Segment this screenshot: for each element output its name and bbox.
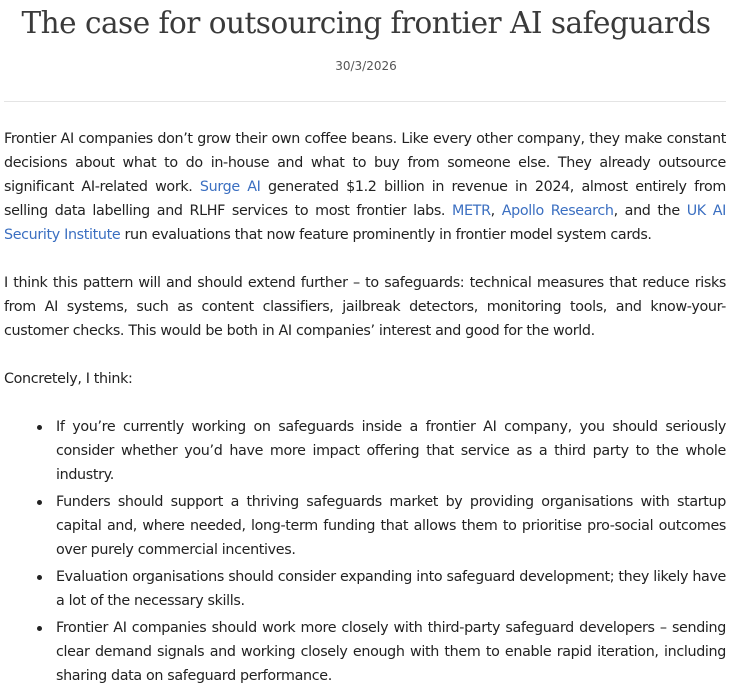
link-surge-ai[interactable]: Surge AI	[199, 179, 261, 195]
list-item	[56, 490, 726, 562]
list-item-text: Evaluation organisations should consider expanding into safeguard development; they likely have a lot of the necessary skills.	[56, 569, 726, 609]
bullet-icon	[37, 626, 42, 631]
paragraph-text: , and the	[613, 203, 687, 219]
link-uk-ai-security-institute[interactable]: UK AI Security Institute	[4, 203, 727, 243]
paragraph-safeguards-thesis: I think this pattern will and should extend further – to safeguards: technical measures that reduce risks from AI systems, such as content classifiers, jailbreak detectors, monitoring tools, and know-your-customer checks. This would be both in AI companies’ interest and good for the world.	[4, 275, 726, 339]
list-item-text: Frontier AI companies should work more closely with third-party safeguard developers – sending clear demand signals and working closely enough with them to enable rapid iteration, including sharing data on safeguard performance.	[56, 620, 726, 684]
page-title: The case for outsourcing frontier AI safeguards	[21, 6, 711, 40]
bullet-icon	[37, 575, 42, 580]
recommendations-list	[4, 415, 726, 688]
list-item-text: If you’re currently working on safeguards inside a frontier AI company, you should seriously consider whether you’d have more impact offering that service as a third party to the whole industry.	[56, 419, 726, 483]
bullet-icon	[37, 500, 42, 505]
paragraph-text: generated $1.2 billion in revenue in 2024, almost entirely from selling data labelling and RLHF services to most frontier labs.	[4, 179, 726, 219]
paragraph-text: Frontier AI companies don’t grow their own coffee beans. Like every other company, they make constant decisions about what to do in-house and what to buy from someone else. They already outsource significant AI-related work.	[4, 131, 726, 195]
article-body	[4, 127, 726, 691]
link-apollo-research[interactable]: Apollo Research	[501, 203, 614, 219]
header-divider	[4, 101, 726, 102]
list-item	[56, 415, 726, 487]
list-item-text: Funders should support a thriving safeguards market by providing organisations with startup capital and, where needed, long-term funding that allows them to prioritise pro-social outcomes over purely commercial incentives.	[56, 494, 726, 558]
paragraph-concretely: Concretely, I think:	[4, 371, 133, 387]
paragraph-text: ,	[490, 203, 502, 219]
publish-date: 30/3/2026	[335, 59, 397, 73]
list-item	[56, 565, 726, 613]
paragraph-text: run evaluations that now feature prominently in frontier model system cards.	[120, 227, 652, 243]
bullet-icon	[37, 425, 42, 430]
list-item	[56, 616, 726, 688]
paragraph-outsourcing-context	[4, 127, 726, 247]
link-metr[interactable]: METR	[452, 203, 491, 219]
